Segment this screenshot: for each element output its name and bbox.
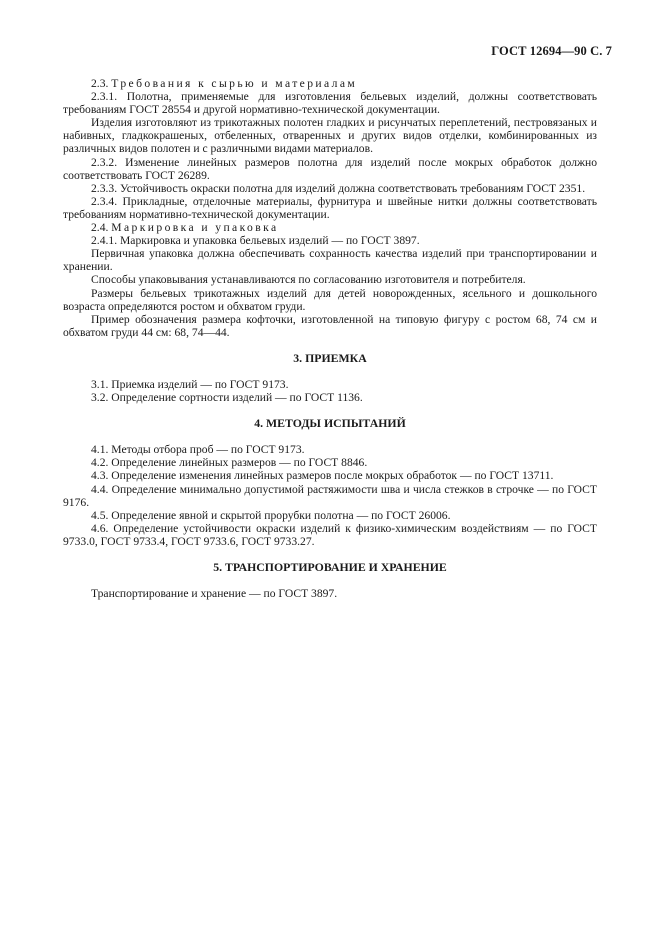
subsection-title: Маркировка и упаковка xyxy=(111,221,279,235)
subsection-heading-2-3 xyxy=(63,77,597,90)
document-body xyxy=(63,77,597,600)
paragraph-4-4: 4.4. Определение минимально допустимой растяжимости шва и числа стежков в строчке — по ГОСТ 9176. xyxy=(63,482,597,509)
paragraph-2-3-1-b: Изделия изготовляют из трикотажных полотен гладких и рисунчатых переплетений, пестровязаных и набивных, гладкокрашеных, отбеленных, отваренных и других видов отделки, комбинированных из различных видов полотен и с различными видами материалов. xyxy=(63,116,597,156)
section-title-3: 3. ПРИЕМКА xyxy=(293,350,367,365)
paragraph-2-3-1: 2.3.1. Полотна, применяемые для изготовления бельевых изделий, должны соответствовать требованиям ГОСТ 28554 и другой нормативно-технической документации. xyxy=(63,90,597,117)
paragraph-2-3-2: 2.3.2. Изменение линейных размеров полотна для изделий после мокрых обработок должно соответствовать ГОСТ 26289. xyxy=(63,155,597,182)
subsection-title: Требования к сырью и материалам xyxy=(111,77,358,90)
paragraph-2-4-1-e: Пример обозначения размера кофточки, изготовленной на типовую фигуру с ростом 68, 74 см и обхватом груди 44 см: 68, 74—44. xyxy=(63,312,597,339)
paragraph-2-4-1-c: Способы упаковывания устанавливаются по согласованию изготовителя и потребителя. xyxy=(91,273,526,287)
paragraph-4-2: 4.2. Определение линейных размеров — по ГОСТ 8846. xyxy=(91,456,368,470)
paragraph-2-4-1-b: Первичная упаковка должна обеспечивать сохранность качества изделий при транспортировании и хранении. xyxy=(63,247,597,274)
paragraph-2-4-1-d: Размеры бельевых трикотажных изделий для детей новорожденных, ясельного и дошкольного возраста определяются ростом и обхватом груди. xyxy=(63,286,597,313)
paragraph-2-3-4: 2.3.4. Прикладные, отделочные материалы, фурнитура и швейные нитки должны соответствовать требованиям нормативно-технической документации. xyxy=(63,194,597,221)
subsection-number: 2.4. xyxy=(91,221,109,235)
paragraph-3-1: 3.1. Приемка изделий — по ГОСТ 9173. xyxy=(91,377,289,391)
paragraph-2-4-1: 2.4.1. Маркировка и упаковка бельевых изделий — по ГОСТ 3897. xyxy=(91,234,420,248)
paragraph-4-1: 4.1. Методы отбора проб — по ГОСТ 9173. xyxy=(91,443,305,457)
paragraph-2-3-3: 2.3.3. Устойчивость окраски полотна для изделий должна соответствовать требованиям ГОСТ 2351. xyxy=(91,181,586,195)
section-title-4: 4. МЕТОДЫ ИСПЫТАНИЙ xyxy=(254,416,406,431)
subsection-heading-2-4 xyxy=(63,221,597,234)
paragraph-5: Транспортирование и хранение — по ГОСТ 3897. xyxy=(91,587,338,601)
running-header: ГОСТ 12694—90 С. 7 xyxy=(491,44,612,58)
paragraph-3-2: 3.2. Определение сортности изделий — по ГОСТ 1136. xyxy=(91,391,363,405)
paragraph-4-5: 4.5. Определение явной и скрытой прорубки полотна — по ГОСТ 26006. xyxy=(91,508,451,522)
paragraph-4-3: 4.3. Определение изменения линейных размеров после мокрых обработок — по ГОСТ 13711. xyxy=(91,469,554,483)
subsection-number: 2.3. xyxy=(91,77,109,90)
section-title-5: 5. ТРАНСПОРТИРОВАНИЕ И ХРАНЕНИЕ xyxy=(213,560,447,574)
paragraph-4-6: 4.6. Определение устойчивости окраски изделий к физико-химическим воздействиям — по ГОСТ 9733.0, ГОСТ 9733.4, ГОСТ 9733.6, ГОСТ 9733.27. xyxy=(63,521,597,548)
